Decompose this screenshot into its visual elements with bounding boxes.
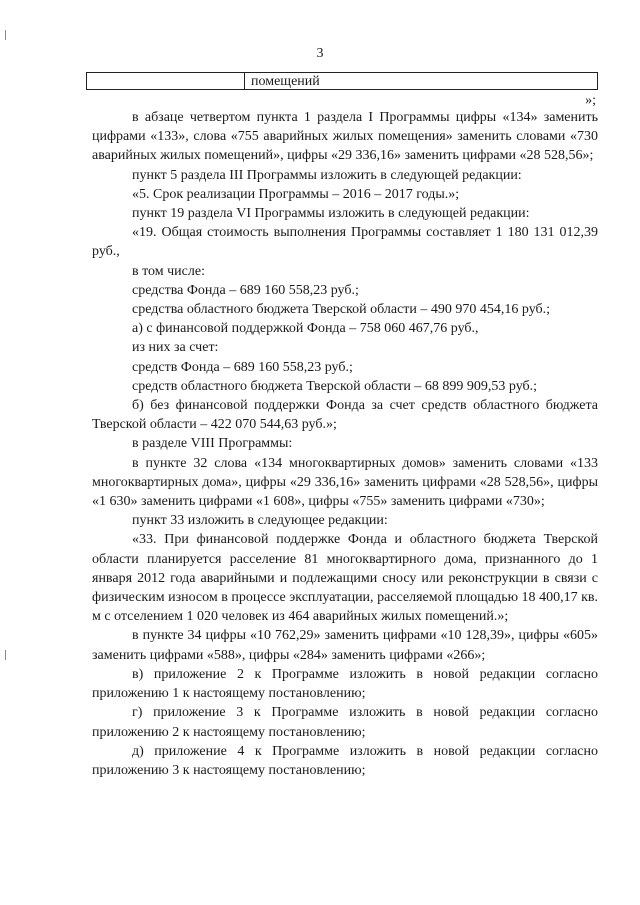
table-cell-text: помещений [251,74,320,89]
paragraph-without-support: б) без финансовой поддержки Фонда за счет средств областного бюджета Тверской области – 422 070 544,63 руб.»; [92,398,598,433]
paragraph-item33-text: «33. При финансовой поддержке Фонда и областного бюджета Тверской области планируется расселение 81 многоквартирного дома, признанного до 1 января 2012 года аварийными и подлежащими сносу или реконструкции в связи с физическим износом в процессе эксплуатации, расселяемой площадью 18 400,17 кв. м с отселением 1 020 человек из 464 аварийных жилых помещений.»; [92,532,598,625]
paragraph-of-which: из них за счет: [132,340,219,356]
margin-mark [5,30,6,40]
paragraph-appendix2: в) приложение 2 к Программе изложить в новой редакции согласно приложению 1 к настоящему постановлению; [92,666,598,702]
paragraph-item5-text: «5. Срок реализации Программы – 2016 – 2017 годы.»; [132,186,460,202]
paragraph-appendix3: г) приложение 3 к Программе изложить в новой редакции согласно приложению 2 к настоящему постановлению; [92,705,598,740]
page-number: 3 [316,46,324,61]
paragraph-with-support: а) с финансовой поддержкой Фонда – 758 060 467,76 руб., [132,321,479,337]
paragraph-fund-amount: средства Фонда – 689 160 558,23 руб.; [132,282,359,298]
paragraph-item34: в пункте 34 цифры «10 762,29» заменить цифрами «10 128,39», цифры «605» заменить цифрами «588», цифры «284» заменить цифрами «266»; [92,628,598,663]
margin-mark [5,650,6,660]
paragraph-item33-intro: пункт 33 изложить в следующее редакции: [132,513,388,529]
table-cell-empty [87,73,245,89]
paragraph-fund-funds: средств Фонда – 689 160 558,23 руб.; [132,359,353,375]
paragraph-section1-amend: в абзаце четвертом пункта 1 раздела I Программы цифры «134» заменить цифрами «133», слова «755 аварийных жилых помещения» заменить словами «730 аварийных жилых помещений», цифры «29 336,16» заменить цифрами «28 528,56»; [92,110,598,164]
paragraph-section8-intro: в разделе VIII Программы: [132,436,293,452]
paragraph-regional-amount: средства областного бюджета Тверской области – 490 970 454,16 руб.; [132,302,551,318]
paragraph-including: в том числе: [132,263,205,279]
paragraph-item19-total: «19. Общая стоимость выполнения Программы составляет 1 180 131 012,39 руб., [92,225,598,260]
paragraph-regional-funds: средств областного бюджета Тверской области – 68 899 909,53 руб.; [132,378,538,394]
table-fragment-row [86,72,598,90]
paragraph-item5-intro: пункт 5 раздела III Программы изложить в следующей редакции: [132,167,522,183]
paragraph-item19-intro: пункт 19 раздела VI Программы изложить в следующей редакции: [132,206,530,222]
document-body [92,108,598,780]
paragraph-appendix4: д) приложение 4 к Программе изложить в новой редакции согласно приложению 3 к настоящему постановлению; [92,743,598,778]
closing-quote: »; [585,93,596,108]
paragraph-item32: в пункте 32 слова «134 многоквартирных домов» заменить словами «133 многоквартирных дома», цифры «29 336,16» заменить цифрами «28 528,56», цифры «1 630» заменить цифрами «1 608», цифры «755» заменить цифрами «730»; [92,455,598,510]
